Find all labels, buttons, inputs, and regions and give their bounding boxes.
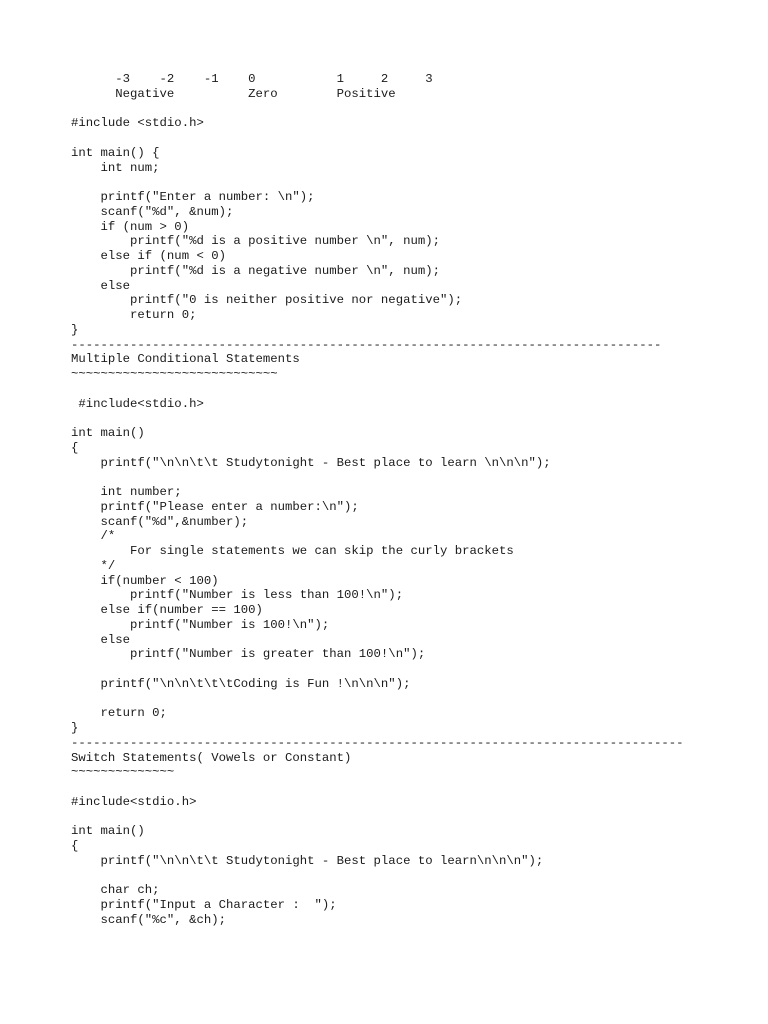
code-line: #include<stdio.h>	[71, 794, 197, 809]
code-line: printf("%d is a positive number \n", num);	[71, 234, 440, 249]
code-line: int number;	[71, 485, 182, 499]
code-line: return 0;	[71, 308, 197, 322]
code-line: }	[71, 322, 79, 337]
code-line: int main() {	[71, 145, 160, 160]
code-line: int main()	[71, 824, 145, 839]
section-heading: Multiple Conditional Statements	[71, 352, 300, 367]
code-line: */	[71, 558, 116, 573]
blank-line	[71, 131, 761, 146]
code-line: printf("Number is 100!\n");	[71, 617, 330, 632]
code-listing	[71, 72, 761, 928]
code-line: {	[71, 839, 79, 853]
code-line: }	[71, 721, 79, 735]
blank-line	[71, 810, 761, 825]
section-heading: Switch Statements( Vowels or Constant)	[71, 750, 352, 765]
code-line: printf("0 is neither positive nor negative");	[71, 293, 463, 308]
code-line: printf("Please enter a number:\n");	[71, 499, 359, 514]
code-line: printf("Enter a number: \n");	[71, 190, 315, 204]
code-line: else	[71, 278, 131, 293]
code-line: #include <stdio.h>	[71, 116, 204, 131]
code-line: printf("Input a Character : ");	[71, 898, 337, 912]
code-line: scanf("%c", &ch);	[71, 912, 226, 927]
section-divider: -----------------------------------------------------------------------------------	[71, 735, 684, 750]
blank-line	[71, 102, 761, 117]
code-line: if(number < 100)	[71, 573, 219, 588]
blank-line	[71, 175, 761, 190]
code-line: printf("Number is greater than 100!\n");	[71, 647, 426, 662]
blank-line	[71, 382, 761, 397]
code-line: char ch;	[71, 883, 160, 898]
blank-line	[71, 780, 761, 795]
code-line: printf("%d is a negative number \n", num);	[71, 263, 440, 278]
code-line: Negative Zero Positive	[71, 86, 396, 101]
blank-line	[71, 869, 761, 884]
heading-underline: ~~~~~~~~~~~~~~	[71, 765, 175, 780]
blank-line	[71, 692, 761, 707]
code-line: if (num > 0)	[71, 219, 190, 234]
blank-line	[71, 470, 761, 485]
code-line: scanf("%d",&number);	[71, 514, 249, 529]
blank-line	[71, 411, 761, 426]
section-divider: --------------------------------------------------------------------------------	[71, 337, 662, 352]
code-line: #include<stdio.h>	[71, 396, 204, 411]
code-line: int main()	[71, 426, 145, 440]
code-line: return 0;	[71, 706, 167, 721]
code-line: printf("\n\n\t\t\tCoding is Fun !\n\n\n");	[71, 676, 411, 691]
heading-underline: ~~~~~~~~~~~~~~~~~~~~~~~~~~~~	[71, 367, 278, 381]
code-line: else if (num < 0)	[71, 249, 226, 263]
code-line: else	[71, 632, 131, 647]
code-line: /*	[71, 529, 116, 544]
code-line: {	[71, 440, 79, 455]
code-line: -3 -2 -1 0 1 2 3	[71, 72, 433, 86]
code-line: For single statements we can skip the curly brackets	[71, 544, 514, 558]
code-line: printf("\n\n\t\t Studytonight - Best place to learn\n\n\n");	[71, 853, 544, 868]
code-line: printf("Number is less than 100!\n");	[71, 588, 404, 603]
code-line: int num;	[71, 160, 160, 175]
blank-line	[71, 662, 761, 677]
code-line: printf("\n\n\t\t Studytonight - Best place to learn \n\n\n");	[71, 455, 551, 470]
code-line: else if(number == 100)	[71, 603, 263, 617]
code-line: scanf("%d", &num);	[71, 204, 234, 219]
